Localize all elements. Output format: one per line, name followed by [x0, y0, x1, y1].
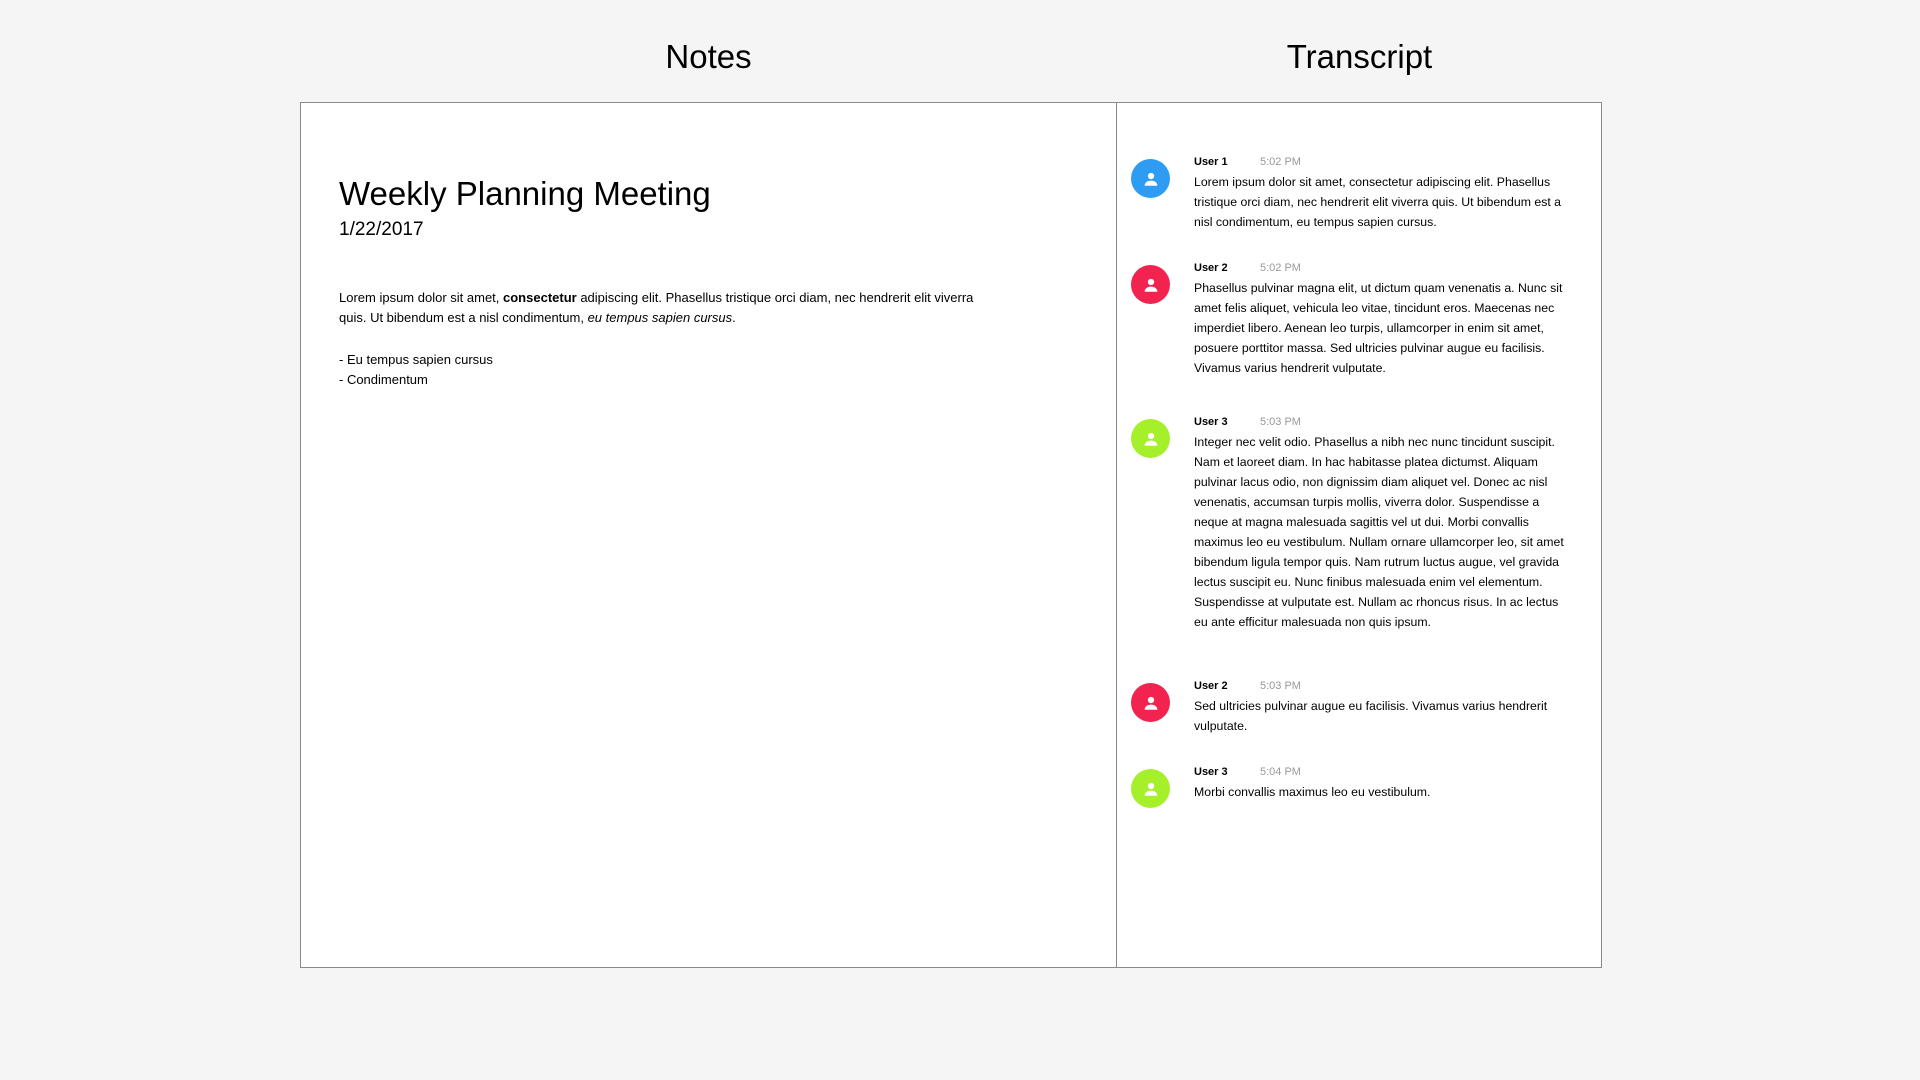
- notes-paragraph-text: Lorem ipsum dolor sit amet,: [339, 290, 504, 305]
- notes-editor[interactable]: [301, 103, 1117, 967]
- notes-paragraph[interactable]: [339, 288, 989, 328]
- user-icon: [1142, 276, 1160, 294]
- notes-bold-text: consectetur: [503, 290, 577, 305]
- avatar: [1131, 159, 1170, 198]
- message-user: User 2: [1194, 262, 1228, 274]
- message-time: 5:02 PM: [1260, 262, 1301, 274]
- transcript-heading: Transcript: [1286, 38, 1433, 75]
- avatar: [1131, 769, 1170, 808]
- avatar: [1131, 419, 1170, 458]
- notes-bullet-list[interactable]: [339, 350, 493, 390]
- message-text: Morbi convallis maximus leo eu vestibulum.: [1194, 785, 1431, 799]
- message-user: User 3: [1194, 766, 1228, 778]
- user-icon: [1142, 170, 1160, 188]
- notes-italic-text: eu tempus sapien cursus: [587, 310, 733, 325]
- message-time: 5:03 PM: [1260, 680, 1301, 692]
- notes-paragraph-text: adipiscing elit. Phasellus tristique orci diam, nec hendrerit elit viverra quis. Ut bibendum est a nisl condimentum,: [339, 290, 974, 325]
- user-icon: [1142, 780, 1160, 798]
- notes-bullet-item[interactable]: - Condimentum: [339, 372, 428, 387]
- avatar: [1131, 265, 1170, 304]
- message-text: Integer nec velit odio. Phasellus a nibh nec nunc tincidunt suscipit. Nam et laoreet diam. In hac habitasse platea dictumst. Aliquam pulvinar lacus odio, non dignissim diam aliquet vel. Donec ac nisl venenatis, accumsan turpis mollis, viverra dolor. Suspendisse a neque at magna malesuada sagittis vel ut dui. Morbi convallis maximus leo eu vestibulum. Nullam ornare ullamcorper leo, sit amet bibendum ligula tempor quis. Nam rutrum luctus augue, vel gravida lectus suscipit eu. Nunc finibus malesuada enim vel elementum. Suspendisse at vulputate est. Nullam ac rhoncus risus. In ac lectus eu ante efficitur malesuada non quis ipsum.: [1194, 435, 1564, 629]
- transcript-panel: [1117, 103, 1601, 967]
- message-user: User 2: [1194, 680, 1228, 692]
- notes-heading: Notes: [665, 38, 752, 75]
- message-text: Phasellus pulvinar magna elit, ut dictum quam venenatis a. Nunc sit amet felis aliquet, vehicula leo vitae, tincidunt eros. Maecenas nec imperdiet libero. Aenean leo turpis, ullamcorper in enim sit amet, posuere porttitor massa. Sed ultricies pulvinar augue eu facilisis. Vivamus varius hendrerit vulputate.: [1194, 281, 1563, 375]
- notes-title[interactable]: Weekly Planning Meeting: [339, 175, 711, 212]
- user-icon: [1142, 694, 1160, 712]
- message-text: Lorem ipsum dolor sit amet, consectetur adipiscing elit. Phasellus tristique orci diam, nec hendrerit elit viverra quis. Ut bibendum est a nisl condimentum, eu tempus sapien cursus.: [1194, 175, 1562, 229]
- message-time: 5:02 PM: [1260, 156, 1301, 168]
- notes-bullet-item[interactable]: - Eu tempus sapien cursus: [339, 352, 493, 367]
- notes-paragraph-text: .: [732, 310, 736, 325]
- notes-date[interactable]: 1/22/2017: [339, 219, 424, 240]
- avatar: [1131, 683, 1170, 722]
- user-icon: [1142, 430, 1160, 448]
- message-text: Sed ultricies pulvinar augue eu facilisis. Vivamus varius hendrerit vulputate.: [1194, 699, 1548, 733]
- message-user: User 1: [1194, 156, 1228, 168]
- message-time: 5:04 PM: [1260, 766, 1301, 778]
- main-frame: [300, 102, 1602, 968]
- message-time: 5:03 PM: [1260, 416, 1301, 428]
- message-user: User 3: [1194, 416, 1228, 428]
